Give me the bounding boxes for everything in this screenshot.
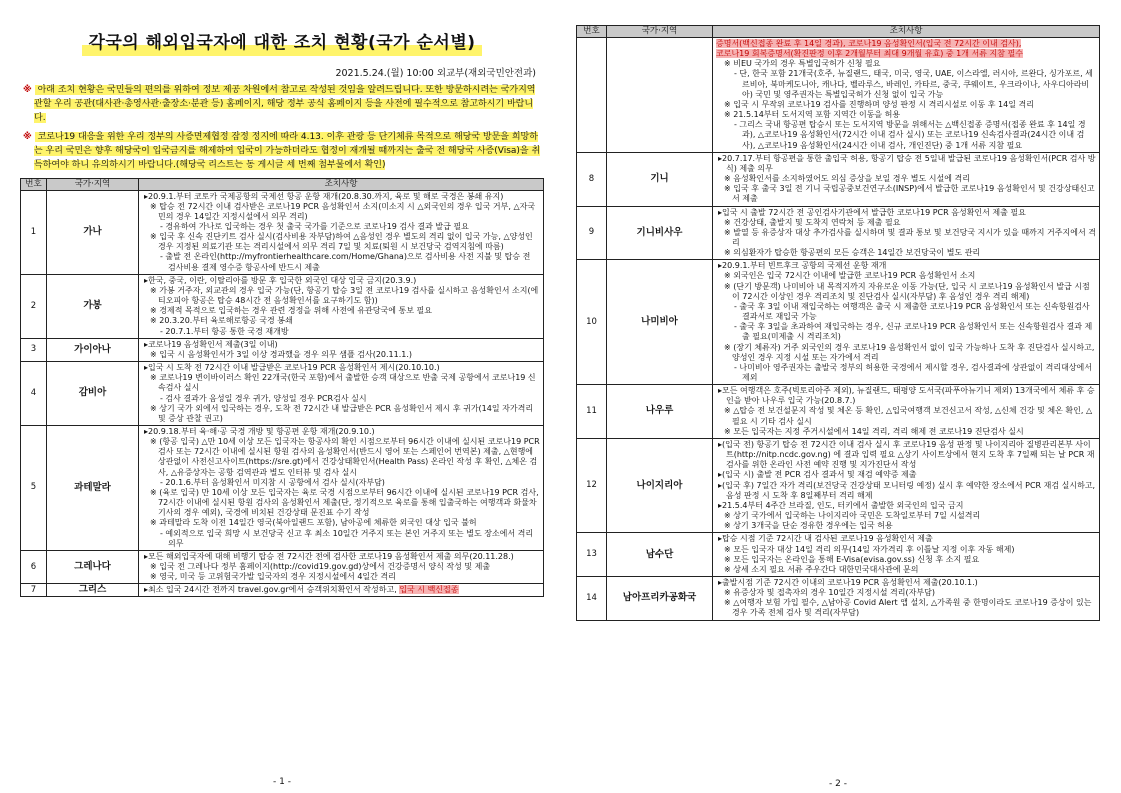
row-number: 1 xyxy=(21,190,47,274)
measure-line: ▸입국 시 출발 72시간 전 공인검사기관에서 발급한 코로나19 PCR 음성확인서 제출 필요 xyxy=(718,207,1026,217)
country-name: 나미비아 xyxy=(607,260,713,385)
measure-line: ※ 비EU 국가의 경우 특별입국허가 신청 필요 xyxy=(724,59,881,69)
row-measures xyxy=(139,274,544,338)
measure-line: ▸탑승 시점 기준 72시간 내 검사된 코로나19 음성확인서 제출 xyxy=(718,534,933,544)
measure-line: ▸입국 시 도착 전 72시간 이내 발급받은 코로나19 PCR 음성확인서 제시(20.10.10.) xyxy=(144,363,440,373)
measure-line: - 검사 결과가 음성일 경우 귀가, 양성일 경우 PCR검사 실시 xyxy=(160,393,367,403)
measure-line: ▸20.7.17.부터 항공편을 통한 출입국 허용, 항공기 탑승 전 5일내 발급된 코로나19 음성확인서(PCR 검사 방식) 제출 의무 xyxy=(718,153,1096,173)
measure-line: ※ △탑승 전 보건설문지 작성 및 체온 등 확인, △입국여행객 보건신고서 작성, △신체 건강 및 체온 확인, △필요 시 기타 검사 실시 xyxy=(724,406,1093,426)
table-body xyxy=(577,38,1100,621)
measures-table-page-1 xyxy=(20,178,544,598)
measure-line: - 20.1.6.부터 음성확인서 미지참 시 공항에서 검사 실시(자부담) xyxy=(160,477,385,487)
notice-mark: ※ xyxy=(23,131,32,142)
page-number: - 2 - xyxy=(829,779,847,790)
measure-line: ※ 모든 입국자 대상 14일 격리 의무(14일 자가격리 후 이틀날 지정 이후 자동 해제) xyxy=(724,544,1015,554)
header-number: 번호 xyxy=(21,178,47,190)
measure-line: ※ 21.5.14부터 도서지역 포함 지역간 이동을 허용 xyxy=(724,110,901,120)
measure-line: ※ 탑승 전 72시간 이내 검사받은 코로나19 PCR 음성확인서 소지(미소지 시 △외국인의 경우 입국 거부, △자국민의 경우 14일간 지정시설에서 의무 격리) xyxy=(150,201,536,221)
table-row xyxy=(577,533,1100,577)
row-number: 12 xyxy=(577,438,607,532)
measure-line: ※ 모든 입국자는 온라인을 통해 E-Visa(evisa.gov.ss) 신청 후 소지 필요 xyxy=(724,554,980,564)
row-number: 11 xyxy=(577,385,607,439)
country-name: 남아프리카공화국 xyxy=(607,576,713,620)
table-row-continuation xyxy=(577,38,1100,153)
row-measures xyxy=(713,152,1100,206)
row-measures xyxy=(713,206,1100,260)
dateline: 2021.5.24.(월) 10:00 외교부(재외국민안전과) xyxy=(335,67,536,79)
table-row xyxy=(577,576,1100,620)
page-2 xyxy=(576,25,1100,790)
measure-line: ※ 코로나19 변이바이러스 확인 22개국(한국 포함)에서 출발한 승객 대상으로 반출 국제 공항에서 코로나19 신속검사 실시 xyxy=(150,373,536,393)
table-header-row xyxy=(577,26,1100,38)
measure-line: ※ 음성확인서를 소지하였어도 의심 증상을 보일 경우 별도 시설에 격리 xyxy=(724,174,970,184)
measure-line: ※ 입국 전 그레나다 정부 홈페이지(http://covid19.gov.gd)상에서 건강증명서 양식 작성 및 제출 xyxy=(150,562,491,571)
table-row xyxy=(577,152,1100,206)
measure-line: ▸한국, 중국, 이란, 이탈리아를 방문 후 입국한 외국인 대상 입국 금지(20.3.9.) xyxy=(144,275,417,285)
measure-line: ※ 외국인은 입국 72시간 이내에 발급한 코로나19 PCR 음성확인서 소지 xyxy=(724,271,976,281)
row-measures xyxy=(139,362,544,426)
measures-table-page-2 xyxy=(576,25,1100,621)
measure-text: ▸최소 입국 24시간 전까지 travel.gov.gr에서 승객위치확인서 작성하고, xyxy=(144,585,400,595)
country-name: 과테말라 xyxy=(47,425,139,550)
measure-line: ※ 유증상자 및 접촉자의 경우 10일간 지정시설 격리(자부담) xyxy=(724,588,935,598)
measure-line: - 그리스 국내 항공편 탑승시 또는 도서지역 방문을 위해서는 △백신접종 증명서(접종 완료 후 14일 경과), △코로나19 음성확인서(72시간 이내 검사 실시) 또는 코로나19 신속검사결과(24시간 이내 검사), △코로나19 음성확인서(24시간 이내 검사, 개인진단) 중 1개 서류 지참 필요 xyxy=(734,120,1086,150)
measure-line: - 20.7.1.부터 항공 통한 국경 재개방 xyxy=(160,326,289,336)
table-row xyxy=(577,206,1100,260)
measure-line: ※ 20.3.20.부터 육로해로항공 국경 봉쇄 xyxy=(150,316,293,326)
measure-line: ※ (육로 입국) 만 10세 이상 모든 입국자는 육로 국경 시점으로부터 96시간 이내에 실시된 코로나19 PCR 검사, 72시간 이내에 실시된 항원 검사의 음성확인서 제출(단, 정기적으로 육로를 통해 입출국하는 여행객과 화물차 기사의 경우 예외), 국경에 비치된 건강상태 문진표 수기 작성 xyxy=(150,487,539,518)
measure-line: ※ 상기 국가 외에서 입국하는 경우, 도착 전 72시간 내 발급받은 PCR 음성확인서 제시 후 귀가(14일 자가격리 및 증상 관찰 권고) xyxy=(150,403,534,423)
row-measures xyxy=(139,425,544,550)
header-measures: 조치사항 xyxy=(139,178,544,190)
required-docs-highlight: 코로나19 회복증명서(확진판정 이후 2개월부터 최대 9개월 유효) 중 1개 서류 지참 필수 xyxy=(716,49,1023,59)
table-header-row xyxy=(21,178,544,190)
header-measures: 조치사항 xyxy=(713,26,1100,38)
header-number: 번호 xyxy=(577,26,607,38)
row-measures xyxy=(713,576,1100,620)
page-number: - 1 - xyxy=(273,777,291,788)
measure-line: ※ 상기 3개국을 단순 경유한 경우에는 입국 허용 xyxy=(724,521,893,531)
measure-line: - 예외적으로 입국 희망 시 보건당국 신고 후 최소 10일간 거주지 또는 본인 거주지 또는 별도 장소에서 격리 의무 xyxy=(160,528,534,548)
country-name: 가나 xyxy=(47,190,139,274)
measure-line: ※ 모든 입국자는 지정 주거시설에서 14일 격리, 격리 해제 전 코로나19 진단검사 실시 xyxy=(724,426,1024,436)
required-docs-highlight: 증명서(백신접종 완료 후 14일 경과), 코로나19 음성확인서(입국 전 72시간 이내 검사), xyxy=(716,39,1022,48)
row-number xyxy=(577,38,607,153)
table-row xyxy=(21,362,544,426)
measure-line: ※ 건강상태, 출발지 및 도착지 연락처 등 제출 필요 xyxy=(724,217,901,227)
country-name: 가봉 xyxy=(47,274,139,338)
row-number: 8 xyxy=(577,152,607,206)
notice-text: 아래 조치 현황은 국민들의 편의를 위하여 정보 제공 차원에서 참고로 작성된 것임을 알려드립니다. 또한 방문하시려는 국가지역 관할 우리 공관(대사관·총영사관·출장소·분관 등) 홈페이지, 해당 정부 공식 홈페이지 등을 사전에 필수적으로 참고하시기 바랍니다. xyxy=(34,84,536,123)
table-row xyxy=(577,385,1100,439)
country-name: 나우루 xyxy=(607,385,713,439)
row-number: 10 xyxy=(577,260,607,385)
row-measures xyxy=(713,260,1100,385)
notice-text: 코로나19 대응을 위한 우리 정부의 사증면제협정 잠정 정지에 따라 4.13. 이후 관광 등 단기체류 목적으로 해당국 방문을 희망하는 우리 국민은 향후 해당국이 입국금지를 해제하여 입국이 가능하더라도 협정이 재개될 때까지는 출국 전 해당국 사증(Visa)을 취득하여야 하니 유의하시기 바랍니다.(해당국 리스트는 동 게시글 세 번째 첨부물에서 확인) xyxy=(34,131,541,170)
row-number: 13 xyxy=(577,533,607,577)
row-number: 14 xyxy=(577,576,607,620)
measure-line: ※ 과테말라 도착 이전 14일간 영국(북아일랜드 포함), 남아공에 체류한 외국인 대상 입국 불허 xyxy=(150,518,477,528)
measure-line: ※ 경제적 목적으로 입국하는 경우 관련 경정을 위해 사전에 유관당국에 통보 필요 xyxy=(150,306,432,316)
row-measures xyxy=(139,584,544,597)
table-row xyxy=(21,190,544,274)
measure-line: - 경유하여 가나로 입국하는 경우 첫 출국 국가를 기준으로 코로나19 검사 결과 발급 필요 xyxy=(160,222,469,231)
page-1 xyxy=(20,12,544,787)
country-name: 감비아 xyxy=(47,362,139,426)
measure-line: - 나미비아 영주권자는 출발국 정부의 허용한 국경에서 제시할 경우, 검사결과에 상관없이 격리대상에서 제외 xyxy=(734,362,1092,382)
row-measures xyxy=(139,190,544,274)
measure-line xyxy=(142,585,540,595)
continuation-lines xyxy=(716,59,1096,150)
measure-line: ▸(입국 시) 출발 전 PCR 검사 결과서 및 재검 예약증 제출 xyxy=(718,470,917,480)
row-number: 9 xyxy=(577,206,607,260)
row-measures xyxy=(713,533,1100,577)
table-row xyxy=(577,260,1100,385)
measure-line: ▸20.9.18.부터 육·해·공 국경 개방 및 항공편 운항 재개(20.9.10.) xyxy=(144,426,375,436)
measure-line: ▸(입국 후) 7일간 자가 격리(보건당국 건강상태 모니터링 예정) 실시 후 예약한 장소에서 PCR 재검 실시하고, 음성 판정 시 도착 후 8일째부터 격리 해제 xyxy=(718,480,1096,500)
row-measures xyxy=(713,385,1100,439)
country-name: 기니 xyxy=(607,152,713,206)
measure-line: ※ 가봉 거주자, 외교관의 경우 입국 가능(단, 항공기 탑승 3일 전 코로나19 검사를 실시하고 음성확인서 소지(에티오피아 항공은 탑승 48시간 전 음성확인서를 요구하기도 함)) xyxy=(150,285,539,306)
row-measures xyxy=(713,438,1100,532)
country-name: 그레나다 xyxy=(47,550,139,583)
row-measures xyxy=(139,338,544,361)
measure-line: ※ (항공 입국) △만 10세 이상 모든 입국자는 항공사의 확인 시점으로부터 96시간 이내에 실시된 코로나19 PCR 검사 또는 72시간 이내에 실시된 항원 검사의 음성확인서(반드시 영어 또는 스페인어 번역본) 제출, △현행에 상관없이 사전신고사이트(https://sre.gt)에서 건강상태확인서(Health Pass) 온라인 작성 후 확인, △체온 검사, △유증상자는 공항 검역관과 별도 인터뷰 및 검사 실시 xyxy=(150,437,540,477)
page-title: 각국의 해외입국자에 대한 조치 현황(국가 순서별) xyxy=(82,32,481,56)
notice-visa xyxy=(20,131,544,173)
measure-line: ▸모든 여행객은 호주(빅토리아주 제외), 뉴질랜드, 태평양 도서국(파푸아뉴기니 제외) 13개국에서 체류 후 승인을 받아 나우루 입국 가능(20.8.7.) xyxy=(718,386,1095,406)
header-country: 국가·지역 xyxy=(47,178,139,190)
measure-line: ▸21.5.4부터 4주간 브라질, 인도, 터키에서 출발한 외국인의 입국 금지 xyxy=(718,500,964,510)
table-row xyxy=(21,584,544,597)
row-measures xyxy=(713,38,1100,153)
measure-line: ※ 입국 후 출국 3일 전 기니 국립공중보건연구소(INSP)에서 발급한 코로나19 음성확인서 및 건강상태신고서 제출 xyxy=(724,184,1095,204)
measure-line: ▸코로나19 음성확인서 제출(3일 이내) xyxy=(144,339,278,349)
measure-line: - 출국 후 3일을 초과하여 재입국하는 경우, 신규 코로나19 PCR 음성확인서 또는 신속항원검사 결과 제출 필요(미제출 시 격리조치) xyxy=(734,322,1093,342)
row-number: 4 xyxy=(21,362,47,426)
table-row xyxy=(21,425,544,550)
measure-line: ※ (단기 방문객) 나미비아 내 목적지까지 자유로운 이동 가능(단, 입국 시 코로나19 음성확인서 발급 시점이 72시간 이상인 경우 격리조치 및 진단검사 실시(자부담) 후 음성인 경우 격리 해제) xyxy=(724,281,1090,301)
table-row xyxy=(21,338,544,361)
measure-line: - 출국 후 3일 이내 재입국하는 여행객은 출국 시 제출한 코로나19 PCR 음성확인서 또는 신속항원검사 결과서로 재입국 가능 xyxy=(734,301,1090,322)
measure-line: ▸20.9.1.부터 코토카 국제공항의 국제선 항공 운항 재개(20.8.30.까지, 육로 및 해로 국경은 봉쇄 유지) xyxy=(144,191,504,201)
country-name xyxy=(607,38,713,153)
required-docs-highlight: 입국 시 백신접종 xyxy=(399,585,459,595)
table-row xyxy=(21,550,544,583)
header-country: 국가·지역 xyxy=(607,26,713,38)
measure-line: ※ 영국, 미국 등 고위험국가발 입국자의 경우 지정시설에서 4일간 격리 xyxy=(150,572,396,582)
measure-line: ▸20.9.1.부터 빈트후크 공항의 국제선 운항 재개 xyxy=(718,261,887,271)
table-row xyxy=(21,274,544,338)
country-name: 가이아나 xyxy=(47,338,139,361)
measure-line: ※ 입국 시 음성확인서가 3일 이상 경과했을 경우 의무 샘플 검사(20.11.1.) xyxy=(150,349,413,359)
notice-mark: ※ xyxy=(23,84,32,95)
row-number: 5 xyxy=(21,425,47,550)
notice-reference xyxy=(20,84,544,126)
row-number: 3 xyxy=(21,338,47,361)
table-row xyxy=(577,438,1100,532)
measure-line: ※ 상세 소지 필요 서류 주우간다 대한민국대사관에 문의 xyxy=(724,564,919,574)
measure-line: ※ 입국 시 무작위 코로나19 검사를 진행하며 양성 판정 시 격리시설로 이동 후 14일 격리 xyxy=(724,99,1034,109)
measure-line: ※ △여행자 보험 가입 필수, △남아공 Covid Alert 앱 설치, △가족원 중 한명이라도 코로나19 증상이 있는 경우 가족 전체 검사 및 격리(자부담) xyxy=(724,598,1092,618)
measure-line: - 단, 한국 포함 21개국(호주, 뉴질랜드, 태국, 미국, 영국, UAE, 이스라엘, 러시아, 르완다, 싱가포르, 세르비아, 북마케도니아, 캐나다, 벨라루스, 바레인, 카타르, 중국, 쿠웨이트, 우크라이나, 사우디아라비아) 국민 및 영주권자는 특별입국허가 신청 없이 입국 가능 xyxy=(734,69,1093,99)
measure-line: ▸(입국 전) 항공기 탑승 전 72시간 이내 검사 실시 후 코로나19 음성 판정 및 나이지리아 질병관리본부 사이트(http://nitp.ncdc.gov.ng) 에 결과 입력 필요 △상기 사이트상에서 현지 도착 후 7일째 되는 날 PCR 재검사를 위한 온라인 사전 예약 진행 및 지가진단서 작성 xyxy=(718,439,1095,470)
measure-line: ▸모든 해외입국자에 대해 비행기 탑승 전 72시간 전에 검사한 코로나19 음성확인서 제출 의무(20.11.28.) xyxy=(144,551,514,561)
table-body xyxy=(21,190,544,597)
country-name: 그리스 xyxy=(47,584,139,597)
measure-line: ※ 의심환자가 탑승한 항공편의 모든 승객은 14일간 보건당국이 별도 관리 xyxy=(724,248,981,258)
measure-line: ※ 입국 후 신속 진단키트 검사 실시(검사비용 자부담)하여 △음성인 경우 별도의 격리 없이 입국 가능, △양성인 경우 지정된 의료기관 또는 격리시설에서 의무 격리 7일 및 치료(퇴원 시 보건당국 검역지침에 따름) xyxy=(150,232,533,252)
row-number: 2 xyxy=(21,274,47,338)
measure-line: ▸출발시점 기준 72시간 이내의 코로나19 PCR 음성확인서 제출(20.10.1.) xyxy=(718,577,978,587)
measure-line: ※ 상기 국가에서 입국하는 나이지리아 국민은 도착일로부터 7일 시설격리 xyxy=(724,511,981,521)
measure-line: - 출발 전 온라인(http://myfrontierhealthcare.com/Home/Ghana)으로 검사비용 사전 지불 및 탑승 전 검사비용 결제 영수증 항공사에 반드시 제출 xyxy=(160,252,531,272)
row-number: 7 xyxy=(21,584,47,597)
country-name: 남수단 xyxy=(607,533,713,577)
measure-line: ※ (장기 체류자) 거주 외국인의 경우 코로나19 음성확인서 없이 입국 가능하나 도착 후 진단검사 실시하고, 양성인 경우 지정 시설 또는 자가에서 격리 xyxy=(724,342,1095,362)
row-number: 6 xyxy=(21,550,47,583)
measure-line: ※ 발열 등 유증상자 대상 추가검사를 실시하며 및 결과 통보 및 보건당국 지시가 있을 때까지 거주지에서 격리 xyxy=(724,227,1096,247)
country-name: 기니비사우 xyxy=(607,206,713,260)
country-name: 나이지리아 xyxy=(607,438,713,532)
row-measures xyxy=(139,550,544,583)
